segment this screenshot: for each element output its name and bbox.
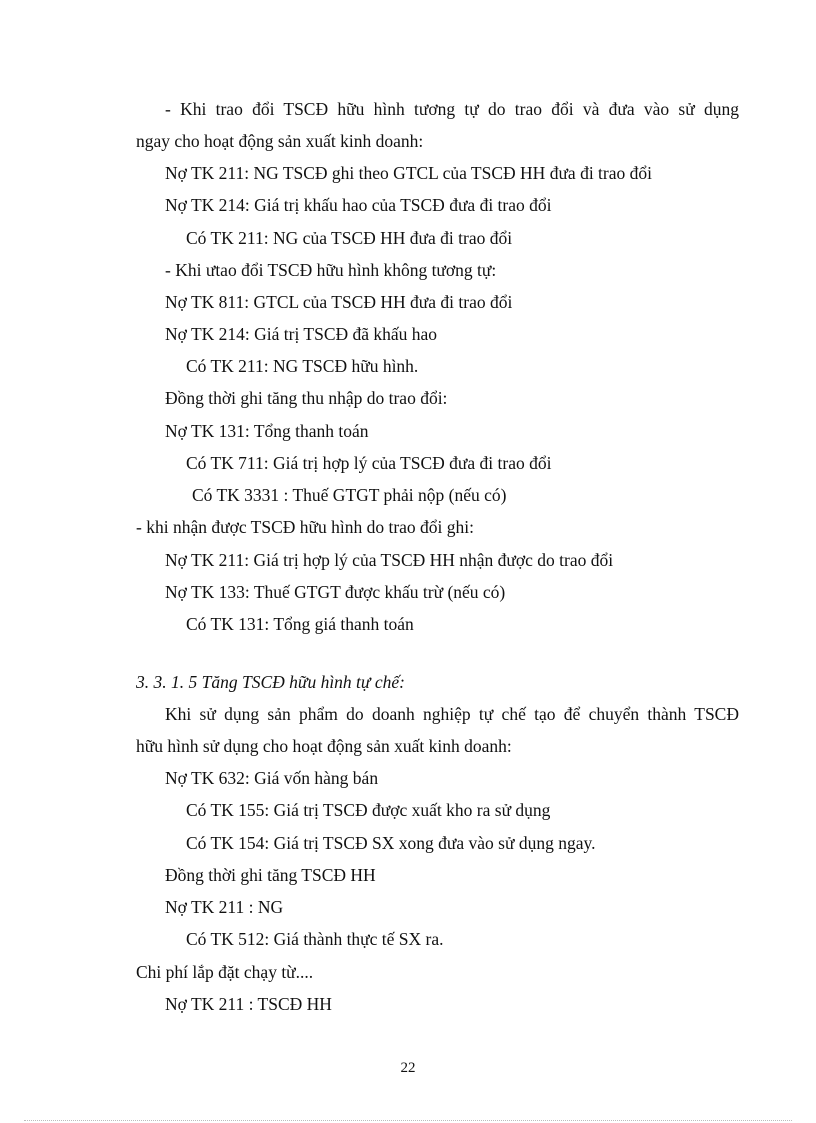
journal-entry-line: Nợ TK 211: Giá trị hợp lý của TSCĐ HH nhận được do trao đổi [165,550,614,570]
page-bottom-divider [24,1120,792,1121]
journal-entry-line: Nợ TK 211 : NG [165,897,284,917]
paragraph-line: - khi nhận được TSCĐ hữu hình do trao đổi ghi: [136,517,475,537]
journal-entry-line: Nợ TK 211 : TSCĐ HH [165,994,332,1014]
journal-entry-line: Nợ TK 214: Giá trị TSCĐ đã khấu hao [165,324,438,344]
paragraph-line: hữu hình sử dụng cho hoạt động sản xuất kinh doanh: [136,736,512,756]
journal-entry-line: Có TK 211: NG của TSCĐ HH đưa đi trao đổi [186,228,513,248]
journal-entry-line: Nợ TK 811: GTCL của TSCĐ HH đưa đi trao đổi [165,292,513,312]
paragraph-line: Đồng thời ghi tăng TSCĐ HH [165,865,376,885]
journal-entry-line: Có TK 211: NG TSCĐ hữu hình. [186,356,419,376]
journal-entry-line: Nợ TK 211: NG TSCĐ ghi theo GTCL của TSCĐ HH đưa đi trao đổi [165,163,653,183]
journal-entry-line: Nợ TK 632: Giá vốn hàng bán [165,768,379,788]
journal-entry-line: Có TK 3331 : Thuế GTGT phải nộp (nếu có) [192,485,507,505]
page-number: 22 [400,1060,416,1076]
journal-entry-line: Nợ TK 214: Giá trị khấu hao của TSCĐ đưa đi trao đổi [165,195,552,215]
section-heading: 3. 3. 1. 5 Tăng TSCĐ hữu hình tự chế: [136,672,405,692]
journal-entry-line: Có TK 155: Giá trị TSCĐ được xuất kho ra sử dụng [186,800,551,820]
paragraph-line: Khi sử dụng sản phẩm do doanh nghiệp tự chế tạo để chuyển thành TSCĐ [165,704,739,724]
journal-entry-line: Nợ TK 133: Thuế GTGT được khấu trừ (nếu có) [165,582,506,602]
paragraph-line: Chi phí lắp đặt chạy từ.... [136,962,314,982]
journal-entry-line: Có TK 154: Giá trị TSCĐ SX xong đưa vào sử dụng ngay. [186,833,596,853]
paragraph-line: - Khi trao đổi TSCĐ hữu hình tương tự do trao đổi và đưa vào sử dụng [165,99,739,119]
journal-entry-line: Có TK 711: Giá trị hợp lý của TSCĐ đưa đi trao đổi [186,453,552,473]
paragraph-line: ngay cho hoạt động sản xuất kinh doanh: [136,131,424,151]
journal-entry-line: Có TK 131: Tổng giá thanh toán [186,614,414,634]
journal-entry-line: Có TK 512: Giá thành thực tế SX ra. [186,929,444,949]
journal-entry-line: Nợ TK 131: Tổng thanh toán [165,421,369,441]
paragraph-line: Đồng thời ghi tăng thu nhập do trao đổi: [165,388,448,408]
paragraph-line: - Khi ưtao đổi TSCĐ hữu hình không tương tự: [165,260,497,280]
